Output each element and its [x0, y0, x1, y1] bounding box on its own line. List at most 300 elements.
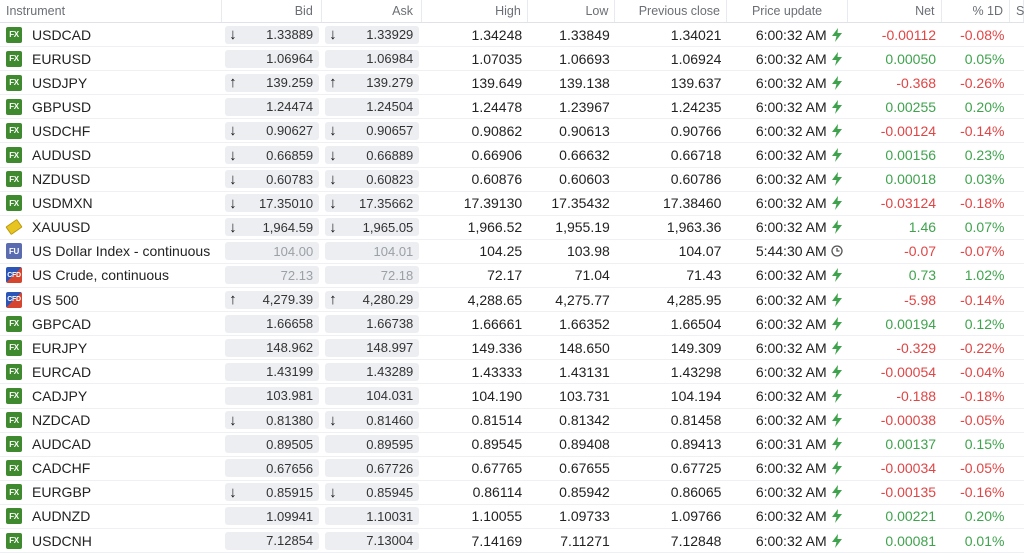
- arrow-down-icon: ↓: [329, 483, 337, 501]
- bid-price-pill[interactable]: [225, 218, 319, 236]
- price-update-cell: [727, 436, 848, 452]
- bid-cell[interactable]: [222, 532, 322, 550]
- ask-cell[interactable]: [322, 98, 422, 116]
- pct-change-cell: -0.18%: [960, 387, 1005, 404]
- net-change-cell: 0.73: [908, 267, 937, 284]
- bid-cell[interactable]: [222, 387, 322, 405]
- instrument-cell[interactable]: [0, 292, 222, 308]
- ask-cell[interactable]: [322, 387, 422, 405]
- table-row[interactable]: [0, 23, 1024, 47]
- ask-price-pill[interactable]: [325, 507, 419, 525]
- bolt-icon: [827, 389, 843, 403]
- price-update-cell: [727, 147, 848, 163]
- ask-price-pill[interactable]: [325, 387, 419, 405]
- arrow-up-icon: ↑: [229, 74, 237, 92]
- bid-price-pill[interactable]: [225, 122, 319, 140]
- bolt-icon: [827, 268, 843, 282]
- price-update-cell: [727, 388, 848, 404]
- instrument-name[interactable]: USDMXN: [32, 195, 93, 212]
- bid-cell[interactable]: [222, 411, 322, 429]
- bid-price-pill[interactable]: [225, 98, 319, 116]
- ask-value: 0.67726: [366, 460, 414, 476]
- instrument-cell[interactable]: [0, 484, 222, 500]
- bolt-icon: [827, 172, 843, 186]
- ask-value: 0.85945: [366, 484, 414, 500]
- bolt-icon: [827, 124, 843, 138]
- instrument-cell[interactable]: [0, 340, 222, 356]
- update-time: 6:00:32 AM: [755, 147, 827, 164]
- ask-price-pill[interactable]: [325, 50, 419, 68]
- pct-change-cell: -0.16%: [960, 484, 1005, 501]
- instrument-name[interactable]: NZDUSD: [32, 171, 91, 188]
- ask-cell[interactable]: [322, 483, 422, 501]
- ask-value: 0.66889: [366, 147, 414, 163]
- instrument-cell[interactable]: [0, 147, 222, 163]
- net-change-cell: 0.00194: [885, 315, 937, 332]
- table-row[interactable]: [0, 168, 1024, 192]
- ask-price-pill[interactable]: [325, 242, 419, 260]
- instrument-name[interactable]: EURUSD: [32, 50, 92, 67]
- previous-close-cell: 0.89413: [670, 436, 722, 453]
- bolt-icon: [827, 100, 843, 114]
- fx-badge-icon: FX: [6, 27, 22, 43]
- low-cell: 0.67655: [559, 460, 610, 477]
- ask-cell[interactable]: [322, 532, 422, 550]
- bolt-icon: [827, 461, 843, 475]
- fx-badge-icon: FX: [6, 316, 22, 332]
- ask-cell[interactable]: [322, 122, 422, 140]
- ask-price-pill[interactable]: [325, 194, 419, 212]
- ask-cell[interactable]: [322, 459, 422, 477]
- ask-cell[interactable]: [322, 218, 422, 236]
- instrument-cell[interactable]: [0, 436, 222, 452]
- bid-price-pill[interactable]: [225, 459, 319, 477]
- instrument-name[interactable]: AUDNZD: [32, 508, 91, 525]
- bid-value: 1.24474: [266, 99, 314, 115]
- net-change-cell: 0.00137: [885, 436, 937, 453]
- gold-bar-icon: [6, 219, 22, 235]
- instrument-name[interactable]: AUDUSD: [32, 147, 92, 164]
- instrument-cell[interactable]: [0, 195, 222, 211]
- net-change-cell: -0.00054: [880, 363, 937, 380]
- instrument-name[interactable]: EURCAD: [32, 363, 92, 380]
- price-update-cell: [727, 508, 848, 524]
- ask-cell[interactable]: [322, 26, 422, 44]
- ask-price-pill[interactable]: [325, 122, 419, 140]
- instrument-cell[interactable]: [0, 267, 222, 283]
- net-change-cell: -0.00034: [880, 460, 937, 477]
- bid-cell[interactable]: [222, 459, 322, 477]
- bid-value: 1.09941: [266, 508, 314, 524]
- bid-price-pill[interactable]: [225, 242, 319, 260]
- ask-value: 72.18: [380, 267, 414, 283]
- pct-change-cell: 0.12%: [964, 315, 1005, 332]
- bid-value: 1,964.59: [262, 219, 314, 235]
- ask-value: 4,280.29: [362, 292, 414, 308]
- ask-value: 104.031: [366, 388, 414, 404]
- ask-price-pill[interactable]: [325, 170, 419, 188]
- net-change-cell: -0.07: [904, 243, 937, 260]
- arrow-down-icon: ↓: [229, 194, 237, 212]
- previous-close-cell: 149.309: [670, 339, 722, 356]
- price-update-cell: [727, 412, 848, 428]
- update-time: 6:00:32 AM: [755, 50, 827, 67]
- pct-change-cell: 0.03%: [964, 171, 1005, 188]
- pct-change-cell: -0.07%: [960, 243, 1005, 260]
- table-row[interactable]: [0, 143, 1024, 167]
- bid-cell[interactable]: [222, 291, 322, 309]
- table-row[interactable]: [0, 360, 1024, 384]
- bid-price-pill[interactable]: [225, 146, 319, 164]
- fx-badge-icon: FX: [6, 123, 22, 139]
- low-cell: 17.35432: [551, 195, 610, 212]
- ask-price-pill[interactable]: [325, 411, 419, 429]
- header-price-update[interactable]: Price update: [727, 0, 848, 22]
- table-row[interactable]: [0, 71, 1024, 95]
- table-row[interactable]: [0, 47, 1024, 71]
- bid-price-pill[interactable]: [225, 507, 319, 525]
- instrument-name[interactable]: GBPCAD: [32, 315, 92, 332]
- ask-value: 0.89595: [366, 436, 414, 452]
- bid-cell[interactable]: [222, 74, 322, 92]
- table-row[interactable]: [0, 529, 1024, 553]
- instrument-name[interactable]: GBPUSD: [32, 98, 92, 115]
- arrow-down-icon: ↓: [229, 146, 237, 164]
- low-cell: 0.60603: [559, 171, 610, 188]
- instrument-name[interactable]: USDJPY: [32, 74, 88, 91]
- low-cell: 7.11271: [560, 532, 610, 549]
- high-cell: 104.25: [479, 243, 523, 260]
- header-high[interactable]: High: [422, 0, 528, 22]
- price-update-cell: [727, 460, 848, 476]
- pct-change-cell: -0.18%: [960, 195, 1005, 212]
- instrument-cell[interactable]: [0, 508, 222, 524]
- previous-close-cell: 104.194: [670, 387, 722, 404]
- bid-price-pill[interactable]: [225, 266, 319, 284]
- header-bid[interactable]: Bid: [222, 0, 322, 22]
- low-cell: 1.33849: [559, 26, 610, 43]
- net-change-cell: -0.329: [896, 339, 937, 356]
- table-row[interactable]: [0, 336, 1024, 360]
- net-change-cell: -0.00124: [880, 122, 937, 139]
- net-change-cell: -0.00112: [881, 26, 937, 43]
- update-time: 6:00:32 AM: [755, 387, 827, 404]
- header-low[interactable]: Low: [528, 0, 616, 22]
- high-cell: 72.17: [487, 267, 523, 284]
- table-row[interactable]: [0, 119, 1024, 143]
- table-row[interactable]: [0, 288, 1024, 312]
- ask-cell[interactable]: [322, 411, 422, 429]
- update-time: 6:00:32 AM: [755, 339, 827, 356]
- ask-cell[interactable]: [322, 170, 422, 188]
- fx-badge-icon: FX: [6, 460, 22, 476]
- ask-cell[interactable]: [322, 435, 422, 453]
- ask-cell[interactable]: [322, 50, 422, 68]
- instrument-cell[interactable]: [0, 316, 222, 332]
- ask-price-pill[interactable]: [325, 291, 419, 309]
- bid-price-pill[interactable]: [225, 532, 319, 550]
- high-cell: 7.14169: [471, 532, 523, 549]
- ask-price-pill[interactable]: [325, 459, 419, 477]
- instrument-name[interactable]: US 500: [32, 291, 79, 308]
- instrument-name[interactable]: USDCNH: [32, 532, 92, 549]
- update-time: 6:00:32 AM: [755, 267, 827, 284]
- arrow-up-icon: ↑: [329, 74, 337, 92]
- ask-price-pill[interactable]: [325, 315, 419, 333]
- header-previous-close[interactable]: Previous close: [615, 0, 727, 22]
- bid-cell[interactable]: [222, 122, 322, 140]
- ask-cell[interactable]: [322, 291, 422, 309]
- high-cell: 1,966.52: [467, 219, 523, 236]
- update-time: 6:00:32 AM: [755, 171, 827, 188]
- bid-cell[interactable]: [222, 242, 322, 260]
- pct-change-cell: 0.20%: [964, 508, 1005, 525]
- ask-price-pill[interactable]: [325, 98, 419, 116]
- instrument-cell[interactable]: [0, 219, 222, 235]
- table-row[interactable]: [0, 481, 1024, 505]
- header-net[interactable]: Net: [848, 0, 941, 22]
- net-change-cell: 0.00221: [885, 508, 937, 525]
- table-row[interactable]: [0, 240, 1024, 264]
- bid-cell[interactable]: [222, 315, 322, 333]
- instrument-cell[interactable]: [0, 75, 222, 91]
- update-time: 6:00:32 AM: [755, 508, 827, 525]
- low-cell: 0.89408: [559, 436, 610, 453]
- instrument-name[interactable]: US Crude, continuous: [32, 267, 169, 284]
- net-change-cell: -0.188: [896, 387, 937, 404]
- previous-close-cell: 0.66718: [670, 147, 722, 164]
- bolt-icon: [827, 76, 843, 90]
- fx-badge-icon: FX: [6, 195, 22, 211]
- pct-change-cell: -0.26%: [960, 74, 1005, 91]
- low-cell: 1.43131: [559, 363, 610, 380]
- ask-cell[interactable]: [322, 363, 422, 381]
- table-row[interactable]: [0, 409, 1024, 433]
- bid-cell[interactable]: [222, 507, 322, 525]
- header-pct-1d[interactable]: % 1D: [942, 0, 1011, 22]
- bid-price-pill[interactable]: [225, 387, 319, 405]
- ask-price-pill[interactable]: [325, 146, 419, 164]
- bid-price-pill[interactable]: [225, 26, 319, 44]
- instrument-cell[interactable]: [0, 123, 222, 139]
- bolt-icon: [827, 196, 843, 210]
- previous-close-cell: 1.66504: [670, 315, 722, 332]
- table-row[interactable]: [0, 264, 1024, 288]
- ask-price-pill[interactable]: [325, 339, 419, 357]
- price-update-cell: [727, 484, 848, 500]
- table-body: [0, 23, 1024, 553]
- ask-value: 139.279: [366, 75, 414, 91]
- instrument-name[interactable]: EURJPY: [32, 339, 88, 356]
- arrow-down-icon: ↓: [229, 122, 237, 140]
- fx-badge-icon: FX: [6, 340, 22, 356]
- ask-value: 7.13004: [366, 533, 414, 549]
- pct-change-cell: 0.05%: [964, 50, 1005, 67]
- fx-badge-icon: FX: [6, 412, 22, 428]
- bid-cell[interactable]: [222, 363, 322, 381]
- high-cell: 0.81514: [471, 412, 523, 429]
- price-update-cell: [727, 316, 848, 332]
- bid-price-pill[interactable]: [225, 339, 319, 357]
- bid-value: 1.43199: [266, 364, 314, 380]
- bid-price-pill[interactable]: [225, 411, 319, 429]
- instrument-name[interactable]: CADCHF: [32, 460, 91, 477]
- net-change-cell: 0.00081: [885, 532, 937, 549]
- bid-price-pill[interactable]: [225, 170, 319, 188]
- instrument-cell[interactable]: [0, 460, 222, 476]
- instrument-name[interactable]: NZDCAD: [32, 412, 91, 429]
- previous-close-cell: 0.90766: [670, 122, 722, 139]
- bolt-icon: [827, 365, 843, 379]
- cfd-badge-icon: CFD: [6, 292, 22, 308]
- bid-price-pill[interactable]: [225, 363, 319, 381]
- previous-close-cell: 1.09766: [670, 508, 722, 525]
- fx-badge-icon: FX: [6, 51, 22, 67]
- ask-price-pill[interactable]: [325, 266, 419, 284]
- ask-cell[interactable]: [322, 194, 422, 212]
- low-cell: 148.650: [559, 339, 610, 356]
- bid-cell[interactable]: [222, 98, 322, 116]
- pct-change-cell: 0.15%: [964, 436, 1005, 453]
- instrument-cell[interactable]: [0, 243, 222, 259]
- ask-price-pill[interactable]: [325, 218, 419, 236]
- update-time: 6:00:32 AM: [755, 363, 827, 380]
- bid-value: 72.13: [280, 267, 314, 283]
- ask-price-pill[interactable]: [325, 363, 419, 381]
- high-cell: 1.24478: [471, 98, 523, 115]
- bid-cell[interactable]: [222, 194, 322, 212]
- fx-badge-icon: FX: [6, 99, 22, 115]
- instrument-cell[interactable]: [0, 388, 222, 404]
- high-cell: 0.60876: [471, 171, 523, 188]
- table-row[interactable]: [0, 384, 1024, 408]
- low-cell: 1,955.19: [555, 219, 610, 236]
- instrument-name[interactable]: CADJPY: [32, 387, 88, 404]
- update-time: 6:00:32 AM: [755, 219, 827, 236]
- instrument-name[interactable]: EURGBP: [32, 484, 92, 501]
- low-cell: 0.66632: [559, 147, 610, 164]
- bid-cell[interactable]: [222, 266, 322, 284]
- ask-cell[interactable]: [322, 266, 422, 284]
- ask-cell[interactable]: [322, 507, 422, 525]
- bid-value: 4,279.39: [262, 292, 314, 308]
- arrow-down-icon: ↓: [229, 483, 237, 501]
- price-update-cell: [727, 267, 848, 283]
- fx-badge-icon: FX: [6, 75, 22, 91]
- table-row[interactable]: [0, 433, 1024, 457]
- update-time: 6:00:32 AM: [755, 532, 827, 549]
- bid-cell[interactable]: [222, 146, 322, 164]
- ask-cell[interactable]: [322, 242, 422, 260]
- bid-price-pill[interactable]: [225, 435, 319, 453]
- bid-value: 17.35010: [258, 195, 314, 211]
- header-ask[interactable]: Ask: [322, 0, 422, 22]
- bid-value: 0.66859: [266, 147, 314, 163]
- table-row[interactable]: [0, 505, 1024, 529]
- bid-cell[interactable]: [222, 435, 322, 453]
- price-update-cell: [727, 364, 848, 380]
- net-change-cell: -0.00135: [880, 484, 937, 501]
- previous-close-cell: 104.07: [678, 243, 722, 260]
- bolt-icon: [827, 413, 843, 427]
- bid-price-pill[interactable]: [225, 194, 319, 212]
- high-cell: 104.190: [471, 387, 523, 404]
- bid-value: 0.90627: [266, 123, 314, 139]
- bid-price-pill[interactable]: [225, 291, 319, 309]
- ask-price-pill[interactable]: [325, 483, 419, 501]
- table-row[interactable]: [0, 312, 1024, 336]
- ask-cell[interactable]: [322, 315, 422, 333]
- arrow-down-icon: ↓: [229, 411, 237, 429]
- bid-value: 0.85915: [266, 484, 314, 500]
- bid-cell[interactable]: [222, 26, 322, 44]
- instrument-cell[interactable]: [0, 412, 222, 428]
- instrument-cell[interactable]: [0, 533, 222, 549]
- high-cell: 0.90862: [471, 122, 523, 139]
- bid-value: 0.60783: [266, 171, 314, 187]
- bid-cell[interactable]: [222, 170, 322, 188]
- table-row[interactable]: [0, 95, 1024, 119]
- arrow-down-icon: ↓: [229, 26, 237, 44]
- table-row[interactable]: [0, 216, 1024, 240]
- instrument-cell[interactable]: [0, 27, 222, 43]
- ask-price-pill[interactable]: [325, 74, 419, 92]
- ask-value: 104.01: [373, 243, 414, 259]
- instrument-name[interactable]: US Dollar Index - continuous: [32, 243, 211, 260]
- ask-cell[interactable]: [322, 339, 422, 357]
- instrument-name[interactable]: AUDCAD: [32, 436, 92, 453]
- bid-cell[interactable]: [222, 218, 322, 236]
- instrument-name[interactable]: USDCHF: [32, 122, 91, 139]
- high-cell: 0.66906: [471, 147, 523, 164]
- pct-change-cell: -0.04%: [960, 363, 1005, 380]
- instrument-cell[interactable]: [0, 171, 222, 187]
- price-update-cell: [727, 292, 848, 308]
- table-row[interactable]: [0, 192, 1024, 216]
- bid-price-pill[interactable]: [225, 74, 319, 92]
- bid-price-pill[interactable]: [225, 483, 319, 501]
- table-row[interactable]: [0, 457, 1024, 481]
- ask-cell[interactable]: [322, 146, 422, 164]
- low-cell: 1.06693: [559, 50, 610, 67]
- bid-cell[interactable]: [222, 50, 322, 68]
- ask-price-pill[interactable]: [325, 532, 419, 550]
- net-change-cell: 0.00050: [885, 50, 937, 67]
- header-s[interactable]: S: [1010, 0, 1024, 22]
- previous-close-cell: 0.86065: [670, 484, 722, 501]
- bid-cell[interactable]: [222, 339, 322, 357]
- ask-price-pill[interactable]: [325, 435, 419, 453]
- instrument-cell[interactable]: [0, 51, 222, 67]
- bid-price-pill[interactable]: [225, 315, 319, 333]
- clock-icon: [827, 245, 843, 257]
- bid-price-pill[interactable]: [225, 50, 319, 68]
- ask-price-pill[interactable]: [325, 26, 419, 44]
- instrument-name[interactable]: XAUUSD: [32, 219, 91, 236]
- instrument-cell[interactable]: [0, 364, 222, 380]
- previous-close-cell: 0.60786: [670, 171, 722, 188]
- net-change-cell: -0.03124: [880, 195, 937, 212]
- instrument-cell[interactable]: [0, 99, 222, 115]
- low-cell: 0.81342: [559, 412, 610, 429]
- ask-value: 1.10031: [366, 508, 414, 524]
- fx-badge-icon: FX: [6, 388, 22, 404]
- bid-cell[interactable]: [222, 483, 322, 501]
- price-update-cell: [727, 99, 848, 115]
- header-instrument[interactable]: Instrument: [0, 0, 222, 22]
- ask-cell[interactable]: [322, 74, 422, 92]
- instrument-name[interactable]: USDCAD: [32, 26, 92, 43]
